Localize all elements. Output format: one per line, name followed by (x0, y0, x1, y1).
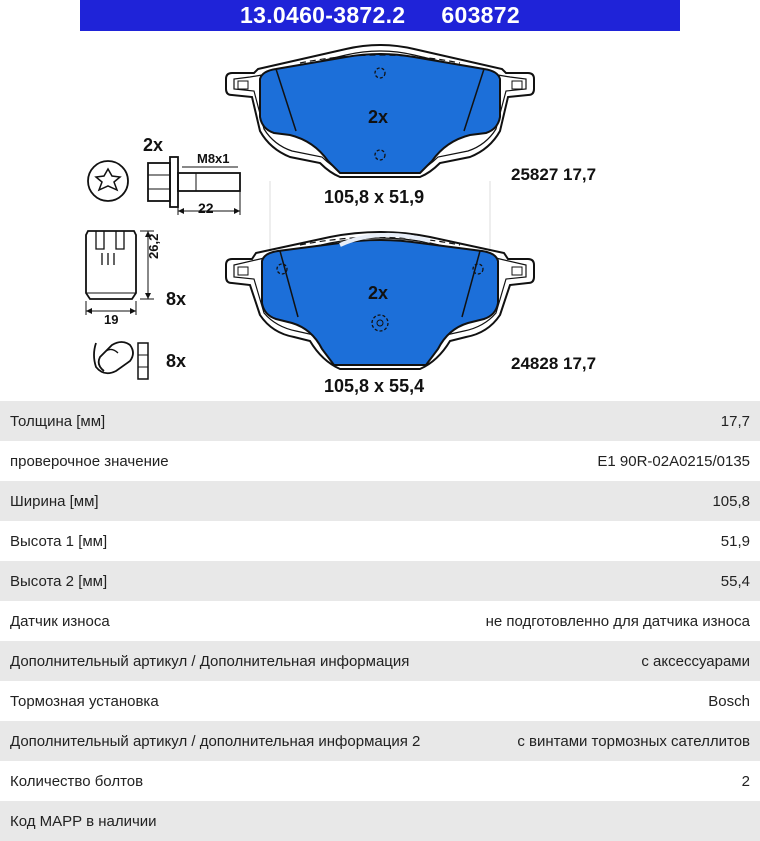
spec-label: проверочное значение (10, 452, 169, 470)
spec-row (0, 521, 760, 561)
header-bar (80, 0, 680, 31)
specs-table (0, 401, 760, 841)
spec-label: Датчик износа (10, 612, 110, 630)
spec-value: 55,4 (720, 572, 750, 590)
spec-value: E1 90R-02A0215/0135 (597, 452, 750, 470)
top-pad-ref: 25827 17,7 (511, 165, 597, 184)
bolt-length: 22 (198, 200, 214, 216)
clip-height: 26,2 (146, 233, 161, 259)
spec-row (0, 801, 760, 841)
spec-label: Дополнительный артикул / Дополнительная информация (10, 652, 410, 670)
spec-value: 105,8 (712, 492, 750, 510)
spec-row (0, 641, 760, 681)
spec-value: 51,9 (720, 532, 750, 550)
bolt-thread: M8x1 (197, 151, 230, 166)
clip-width: 19 (104, 312, 119, 327)
spec-label: Тормозная установка (10, 692, 159, 710)
spec-value: не подготовленно для датчика износа (485, 612, 750, 630)
product-code: 603872 (441, 2, 520, 28)
spec-label: Код MAPP в наличии (10, 812, 157, 830)
spec-value: 17,7 (720, 412, 750, 430)
spec-label: Высота 1 [мм] (10, 532, 108, 550)
spec-row (0, 401, 760, 441)
technical-drawing (0, 31, 760, 401)
spec-row (0, 761, 760, 801)
spec-label: Ширина [мм] (10, 492, 99, 510)
spec-row (0, 481, 760, 521)
clip-drawing (86, 231, 154, 315)
bottom-pad-ref: 24828 17,7 (511, 354, 597, 373)
top-pad-qty: 2x (368, 107, 389, 127)
clip-qty: 8x (166, 289, 187, 309)
spec-value: с винтами тормозных сателлитов (517, 732, 750, 750)
spec-label: Дополнительный артикул / дополнительная информация 2 (10, 732, 421, 750)
spec-label: Толщина [мм] (10, 412, 106, 430)
bottom-pad-size: 105,8 x 55,4 (324, 376, 425, 396)
bottom-pad-qty: 2x (368, 283, 389, 303)
spec-row (0, 441, 760, 481)
part-number: 13.0460-3872.2 (240, 2, 406, 28)
top-pad-size: 105,8 x 51,9 (324, 187, 425, 207)
spec-value: с аксессуарами (641, 652, 750, 670)
spring-drawing (94, 342, 148, 379)
spec-row (0, 681, 760, 721)
spec-value: 2 (741, 772, 750, 790)
spec-label: Количество болтов (10, 772, 144, 790)
spec-value: Bosch (708, 692, 750, 710)
spec-row (0, 561, 760, 601)
spec-row (0, 721, 760, 761)
bolt-qty: 2x (143, 135, 164, 155)
spec-row (0, 601, 760, 641)
spring-qty: 8x (166, 351, 187, 371)
spec-label: Высота 2 [мм] (10, 572, 108, 590)
